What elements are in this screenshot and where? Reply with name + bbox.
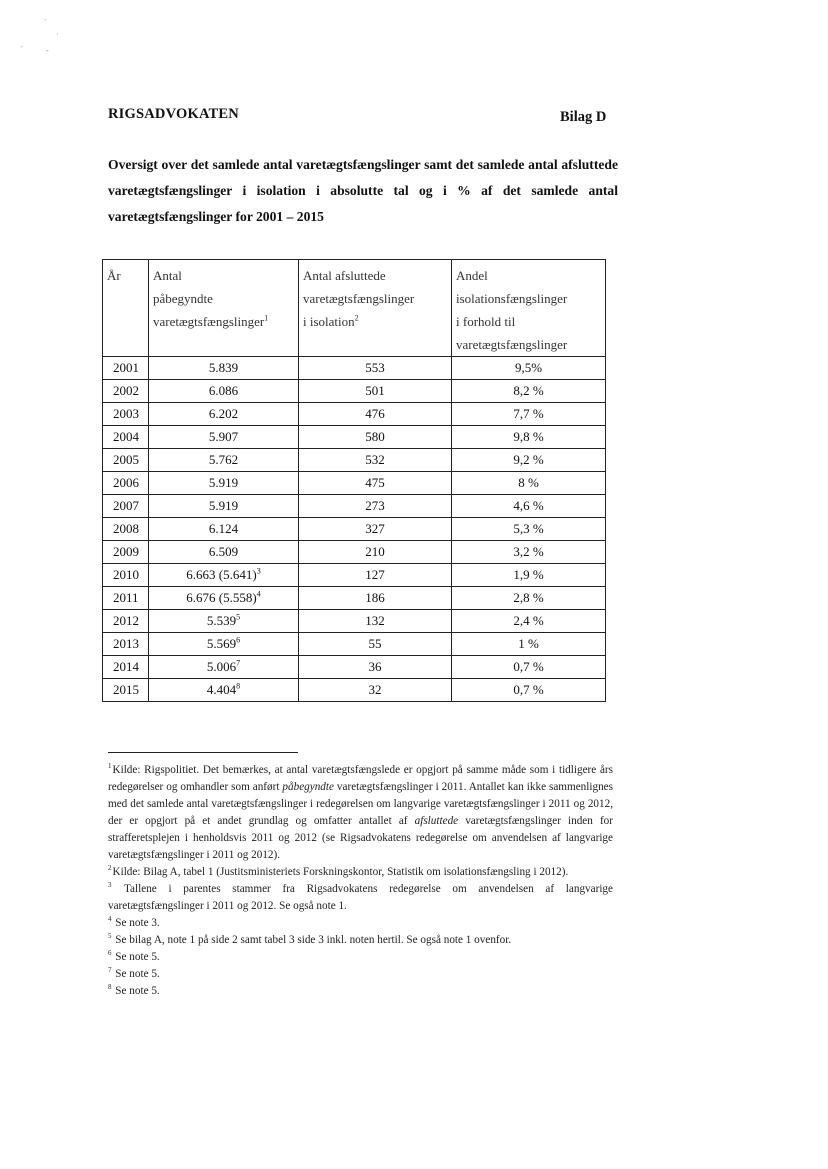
header-isolation-share: Andel isolationsfængslinger i forhold til varetægtsfængslinger [452, 260, 606, 357]
cell-total: 5.907 [149, 426, 299, 449]
table-body [103, 357, 606, 702]
table-row [103, 403, 606, 426]
cell-year: 2013 [103, 633, 149, 656]
footnotes [108, 762, 613, 1000]
footnote-number: 1 [108, 762, 112, 771]
cell-isolation: 36 [299, 656, 452, 679]
footnote-number: 4 [108, 915, 112, 924]
header-isolation-detentions: Antal afsluttede varetægtsfængslinger i isolation$^2$ [299, 260, 452, 357]
footnote-3 [108, 881, 613, 915]
footnote-text: varetægtsfængslinger inden for strafferetsplejen i henholdsvis 2011 og 2012 (se Rigsadvokatens redegørelse om anvendelsen af langvarige varetægtsfængslinger i 2011 og 2012). [108, 815, 613, 861]
table-row [103, 610, 606, 633]
footnote-ref: 1 [264, 313, 269, 323]
footnote-2 [108, 864, 613, 881]
cell-share: 7,7 % [452, 403, 606, 426]
cell-isolation: 327 [299, 518, 452, 541]
footnote-number: 3 [108, 881, 112, 890]
cell-isolation: 55 [299, 633, 452, 656]
table-row [103, 518, 606, 541]
cell-year: 2010 [103, 564, 149, 587]
cell-share: 9,8 % [452, 426, 606, 449]
footnote-ref: 3 [256, 566, 261, 576]
cell-year: 2014 [103, 656, 149, 679]
footnote-number: 2 [108, 864, 112, 873]
header-year: År [103, 260, 149, 357]
footnote-text: Tallene i parentes stammer fra Rigsadvokatens redegørelse om anvendelsen af langvarige varetægtsfængslinger i 2011 og 2012. Se også note 1. [108, 883, 613, 912]
cell-total: 5.919 [149, 472, 299, 495]
scan-speck: ˊ [20, 45, 23, 54]
scan-speck: · [56, 30, 59, 39]
footnote-text: Se note 5. [112, 951, 160, 963]
table-row [103, 541, 606, 564]
cell-isolation: 186 [299, 587, 452, 610]
cell-year: 2007 [103, 495, 149, 518]
cell-total: 5.006$^7$ [149, 656, 299, 679]
footnote-text: Se bilag A, note 1 på side 2 samt tabel 3 side 3 inkl. noten hertil. Se også note 1 ovenfor. [112, 934, 512, 946]
cell-total: 6.202 [149, 403, 299, 426]
cell-total: 6.509 [149, 541, 299, 564]
table-row [103, 357, 606, 380]
footnote-text: påbegyndte [282, 781, 334, 793]
footnote-text: varetægtsfængslinger i 2011. Antallet kan ikke sammenlignes med det samlede antal varetægtsfængslinger i redegørelsen om langvarige varetægtsfængslinger i 2011 og 2012, der er opgjort på et andet grundlag og omfatter antallet af [108, 781, 613, 827]
footnote-ref: 2 [354, 313, 359, 323]
footnote-number: 7 [108, 966, 112, 975]
footnote-ref: 8 [236, 681, 241, 691]
cell-isolation: 501 [299, 380, 452, 403]
cell-isolation: 476 [299, 403, 452, 426]
cell-share: 0,7 % [452, 679, 606, 702]
cell-year: 2002 [103, 380, 149, 403]
cell-year: 2012 [103, 610, 149, 633]
table-row [103, 679, 606, 702]
cell-year: 2001 [103, 357, 149, 380]
cell-share: 0,7 % [452, 656, 606, 679]
cell-share: 9,2 % [452, 449, 606, 472]
cell-year: 2006 [103, 472, 149, 495]
cell-isolation: 132 [299, 610, 452, 633]
cell-total: 6.676 $(5.558)^4$ [149, 587, 299, 610]
cell-total: 5.569$^6$ [149, 633, 299, 656]
cell-total: 5.919 [149, 495, 299, 518]
footnote-ref: 5 [236, 612, 241, 622]
cell-total: 6.124 [149, 518, 299, 541]
footnote-ref: 4 [256, 589, 261, 599]
footnote-6 [108, 949, 613, 966]
cell-year: 2005 [103, 449, 149, 472]
cell-share: 1,9 % [452, 564, 606, 587]
footnote-number: 5 [108, 932, 112, 941]
cell-total: 6.663 $(5.641)^3$ [149, 564, 299, 587]
cell-year: 2009 [103, 541, 149, 564]
footnote-separator [108, 752, 298, 753]
table-row [103, 449, 606, 472]
cell-year: 2011 [103, 587, 149, 610]
footnote-text: Kilde: Bilag A, tabel 1 (Justitsministeriets Forskningskontor, Statistik om isolationsfængsling i 2012). [112, 866, 569, 878]
footnote-4 [108, 915, 613, 932]
cell-year: 2003 [103, 403, 149, 426]
cell-year: 2015 [103, 679, 149, 702]
footnote-number: 8 [108, 983, 112, 992]
document-title: Oversigt over det samlede antal varetægtsfængslinger samt det samlede antal afsluttede varetægtsfængslinger i isolation i absolutte tal og i % af det samlede antal varetægtsfængslinger for 2001 – 2015 [108, 157, 618, 224]
cell-share: 2,8 % [452, 587, 606, 610]
cell-share: 5,3 % [452, 518, 606, 541]
footnote-text: Se note 5. [112, 968, 160, 980]
table-row [103, 495, 606, 518]
footnote-ref: 6 [236, 635, 241, 645]
cell-total: 4.404$^8$ [149, 679, 299, 702]
cell-share: 1 % [452, 633, 606, 656]
cell-share: 8,2 % [452, 380, 606, 403]
cell-isolation: 553 [299, 357, 452, 380]
header-appendix-label: Bilag D [560, 109, 607, 125]
cell-year: 2004 [103, 426, 149, 449]
cell-isolation: 273 [299, 495, 452, 518]
cell-share: 3,2 % [452, 541, 606, 564]
cell-isolation: 475 [299, 472, 452, 495]
cell-total: 5.762 [149, 449, 299, 472]
footnote-text: Se note 5. [112, 985, 160, 997]
table-header-row [103, 260, 606, 357]
cell-year: 2008 [103, 518, 149, 541]
table-row [103, 587, 606, 610]
cell-isolation: 127 [299, 564, 452, 587]
table-row [103, 472, 606, 495]
table-row [103, 564, 606, 587]
statistics-table [102, 259, 606, 702]
cell-share: 4,6 % [452, 495, 606, 518]
cell-total: 5.539$^5$ [149, 610, 299, 633]
footnote-8 [108, 983, 613, 1000]
footnote-ref: 7 [236, 658, 241, 668]
cell-isolation: 210 [299, 541, 452, 564]
cell-total: 6.086 [149, 380, 299, 403]
table-row [103, 380, 606, 403]
header-total-detentions: Antal påbegyndte varetægtsfængslinger$^1$ [149, 260, 299, 357]
footnote-text: afsluttede [414, 815, 459, 827]
table-row [103, 633, 606, 656]
footnote-1 [108, 762, 613, 864]
cell-share: 2,4 % [452, 610, 606, 633]
cell-share: 8 % [452, 472, 606, 495]
cell-isolation: 580 [299, 426, 452, 449]
cell-isolation: 532 [299, 449, 452, 472]
cell-total: 5.839 [149, 357, 299, 380]
footnote-number: 6 [108, 949, 112, 958]
footnote-text: Se note 3. [112, 917, 160, 929]
header-organization: RIGSADVOKATEN [108, 106, 239, 122]
cell-share: 9,5% [452, 357, 606, 380]
footnote-7 [108, 966, 613, 983]
cell-isolation: 32 [299, 679, 452, 702]
scan-speck: - [46, 46, 49, 55]
footnote-text: Kilde: Rigspolitiet. Det bemærkes, at antal varetægtsfængslede er opgjort på samme måde som i tidligere års redegørelser og omhandler som anført [108, 764, 613, 793]
table-row [103, 426, 606, 449]
scan-speck: ˋ [44, 18, 47, 27]
table-row [103, 656, 606, 679]
footnote-5 [108, 932, 613, 949]
